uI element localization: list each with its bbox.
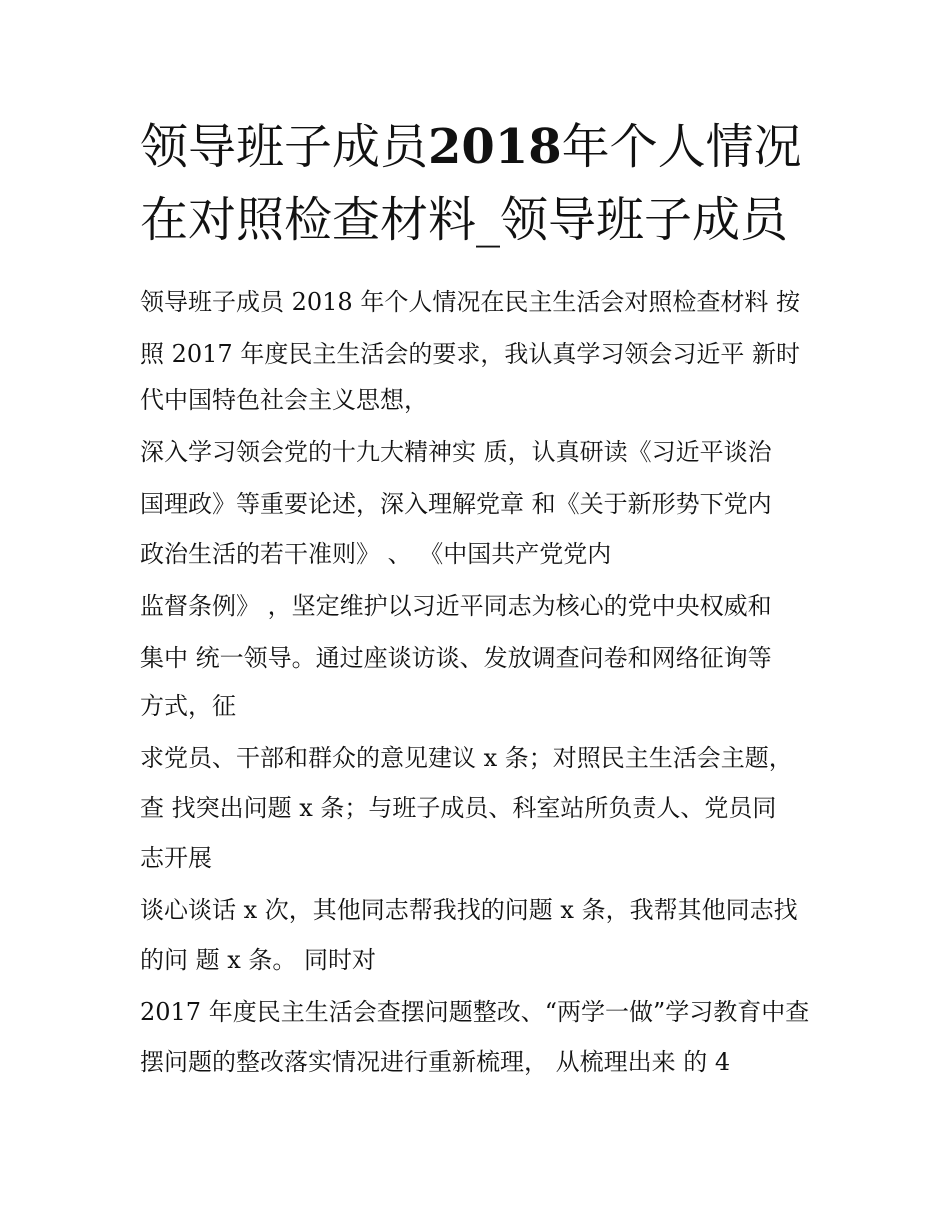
document-title-line-2 xyxy=(140,183,840,257)
body-line-4: 深入学习领会党的十九大精神实 质，认真研读《习近平谈治 xyxy=(140,438,772,466)
body-line-16: 摆问题的整改落实情况进行重新梳理， 从梳理出来 的 4 xyxy=(140,1048,731,1076)
title-text-line-2: 在对照检查材料_领导班子成员 xyxy=(140,192,789,248)
body-line-13: 谈心谈话 x 次，其他同志帮我找的问题 x 条，我帮其他同志找 xyxy=(140,896,798,924)
body-line-15: 2017 年度民主生活会查摆问题整改、“两学一做”学习教育中查 xyxy=(140,998,810,1026)
body-line-10: 求党员、干部和群众的意见建议 x 条；对照民主生活会主题， xyxy=(140,744,793,772)
title-text-pre: 领导班子成员 xyxy=(140,119,429,175)
body-line-14: 的问 题 x 条。 同时对 xyxy=(140,946,377,974)
body-line-12: 志开展 xyxy=(140,844,212,872)
body-line-8: 集中 统一领导。通过座谈访谈、发放调查问卷和网络征询等 xyxy=(140,644,772,672)
body-line-7: 监督条例》 ，坚定维护以习近平同志为核心的党中央权威和 xyxy=(140,592,772,620)
body-line-3: 代中国特色社会主义思想， xyxy=(140,386,428,414)
body-line-9: 方式，征 xyxy=(140,692,236,720)
body-line-11: 查 找突出问题 x 条；与班子成员、科室站所负责人、党员同 xyxy=(140,794,777,822)
body-line-6: 政治生活的若干准则》 、 《中国共产党党内 xyxy=(140,540,612,568)
title-year: 2018 xyxy=(428,119,562,175)
body-line-2: 照 2017 年度民主生活会的要求，我认真学习领会习近平 新时 xyxy=(140,340,800,368)
body-line-1: 领导班子成员 2018 年个人情况在民主生活会对照检查材料 按 xyxy=(140,288,800,316)
body-line-5: 国理政》等重要论述，深入理解党章 和《关于新形势下党内 xyxy=(140,490,772,518)
document-title-line-1 xyxy=(140,110,840,184)
title-text-post: 年个人情况 xyxy=(561,119,802,175)
